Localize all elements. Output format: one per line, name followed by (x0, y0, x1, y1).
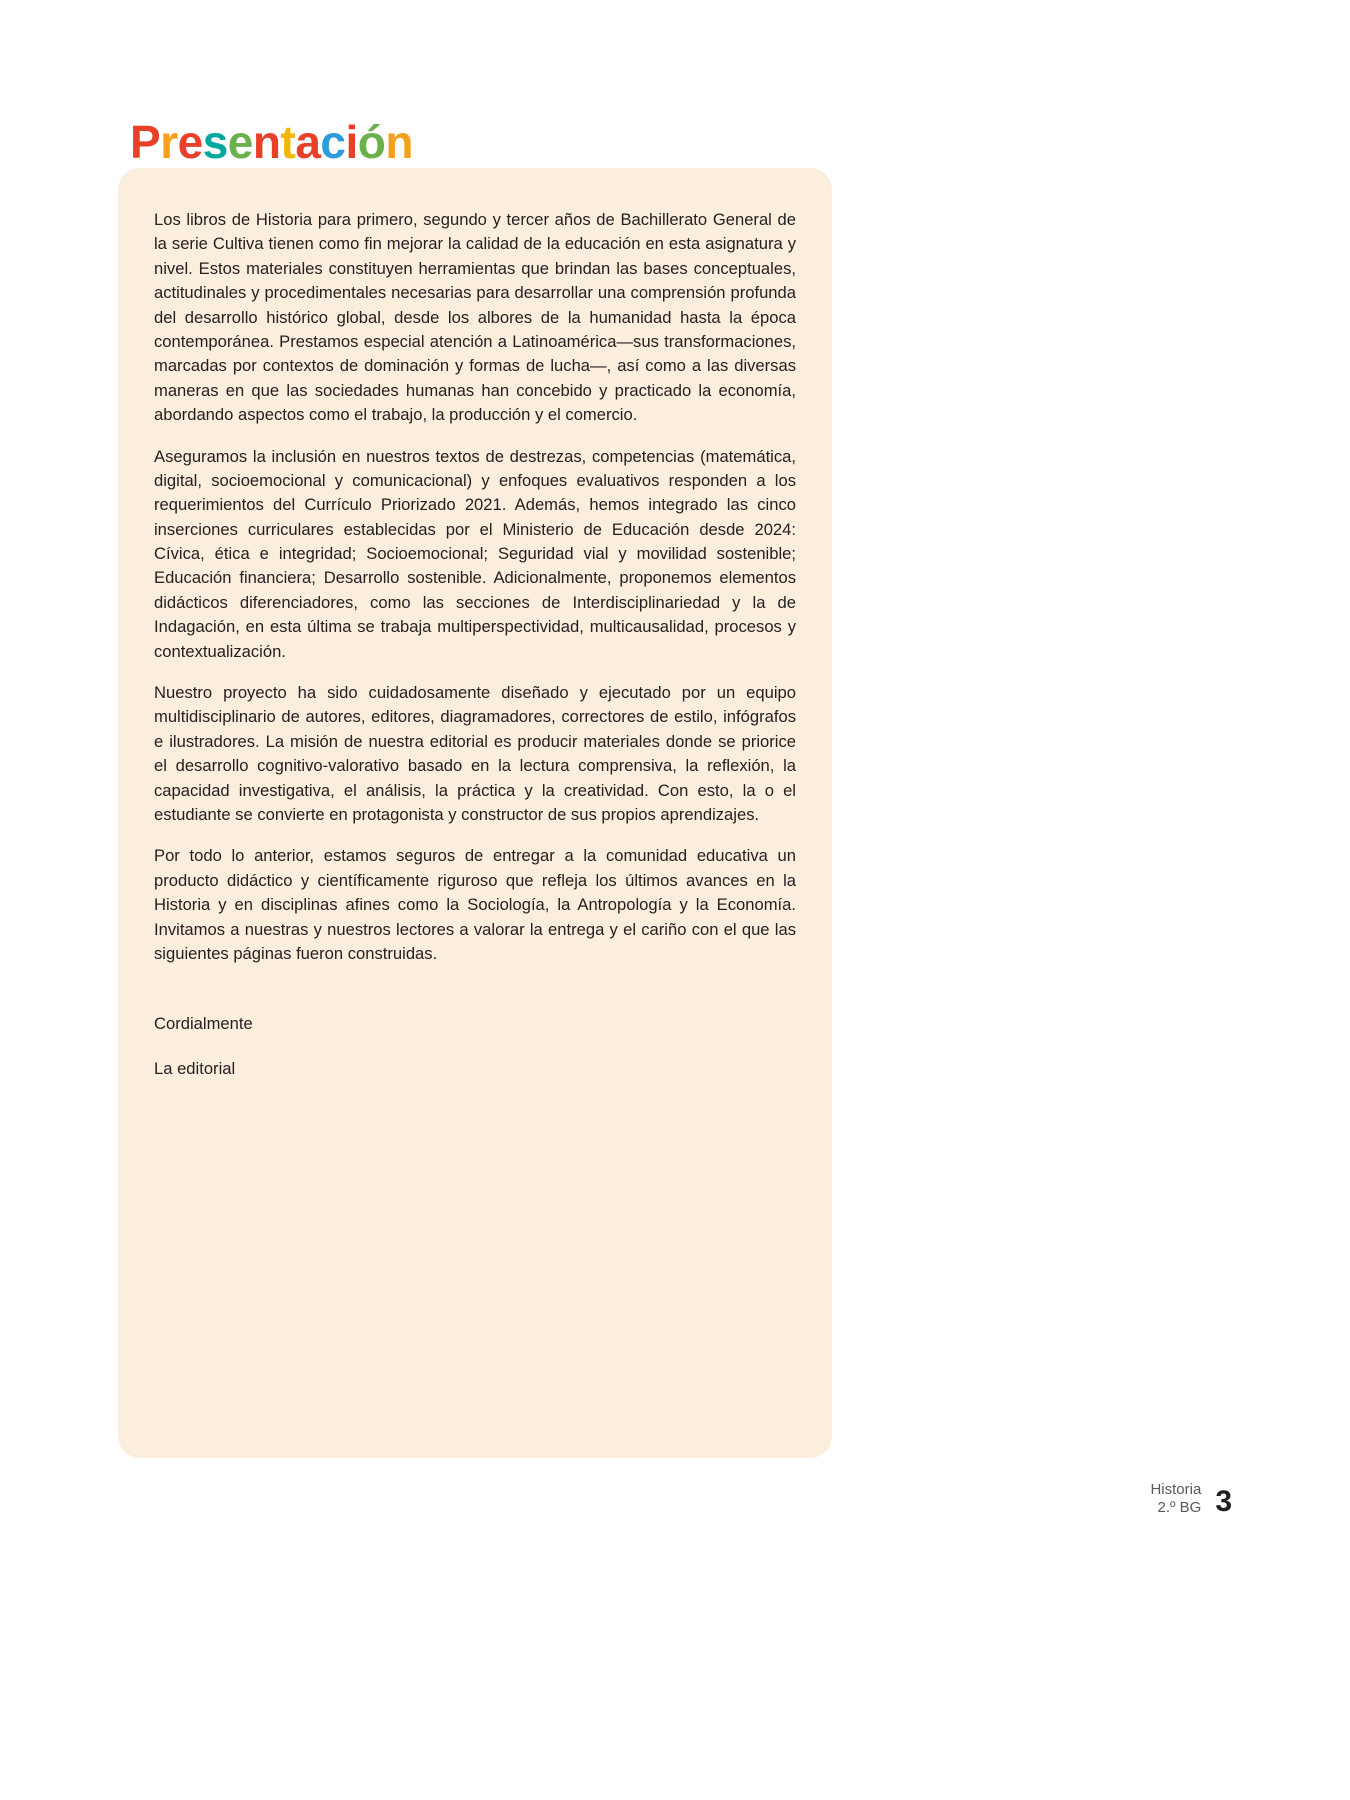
paragraph: Aseguramos la inclusión en nuestros textos de destrezas, competencias (matemática, digital, socioemocional y comunicacional) y enfoques evaluativos responden a los requerimientos del Currículo Priorizado 2021. Además, hemos integrado las cinco inserciones curriculares establecidas por el Ministerio de Educación desde 2024: Cívica, ética e integridad; Socioemocional; Seguridad vial y movilidad sostenible; Educación financiera; Desarrollo sostenible. Adicionalmente, proponemos elementos didácticos diferenciadores, como las secciones de Interdisciplinariedad y la de Indagación, en esta última se trabaja multiperspectividad, multicausalidad, procesos y contextualización. (154, 446, 796, 661)
title-letter-0: P (130, 115, 161, 168)
title-letter-8: c (320, 115, 346, 168)
page-title (130, 115, 413, 168)
title-letter-6: t (280, 115, 296, 168)
title-letter-3: s (202, 115, 228, 168)
footer-book-info (1150, 1481, 1201, 1519)
signoff-signature: La editorial (154, 1058, 236, 1078)
page-number: 3 (1215, 1485, 1232, 1518)
title-letter-1: r (160, 115, 178, 168)
title-letter-9: i (345, 115, 358, 168)
signoff-block (154, 1012, 796, 1081)
paragraph: Por todo lo anterior, estamos seguros de entregar a la comunidad educativa un producto didáctico y científicamente riguroso que refleja los últimos avances en la Historia y en disciplinas afines como la Sociología, la Antropología y la Economía. Invitamos a nuestras y nuestros lectores a valorar la entrega y el cariño con el que las siguientes páginas fueron construidas. (154, 846, 796, 963)
footer-book-title: Historia (1150, 1480, 1202, 1498)
paragraph: Nuestro proyecto ha sido cuidadosamente diseñado y ejecutado por un equipo multidisciplinario de autores, editores, diagramadores, correctores de estilo, infógrafos e ilustradores. La misión de nuestra editorial es producir materiales donde se priorice el desarrollo cognitivo-valorativo basado en la lectura comprensiva, la reflexión, la capacidad investigativa, el análisis, la práctica y la creatividad. Con esto, la o el estudiante se convierte en protagonista y constructor de sus propios aprendizajes. (154, 683, 796, 824)
title-letter-11: n (385, 115, 413, 168)
title-letter-10: ó (357, 115, 386, 168)
footer-book-level: 2.º BG (1157, 1499, 1202, 1517)
title-letter-2: e (177, 115, 203, 168)
title-letter-5: n (252, 115, 281, 168)
title-letter-4: e (227, 115, 253, 168)
paragraph: Los libros de Historia para primero, segundo y tercer años de Bachillerato General de la serie Cultiva tienen como fin mejorar la calidad de la educación en esta asignatura y nivel. Estos materiales constituyen herramientas que brindan las bases conceptuales, actitudinales y procedimentales necesarias para desarrollar una comprensión profunda del desarrollo histórico global, desde los albores de la humanidad hasta la época contemporánea. Prestamos especial atención a Latinoamérica—sus transformaciones, marcadas por contextos de dominación y formas de lucha—, así como a las diversas maneras en que las sociedades humanas han concebido y practicado la economía, abordando aspectos como el trabajo, la producción y el comercio. (154, 210, 796, 425)
body-text (154, 208, 796, 966)
presentation-panel (118, 168, 832, 1458)
signoff-greeting: Cordialmente (154, 1014, 253, 1034)
title-letter-7: a (295, 115, 321, 168)
page-footer (1150, 1481, 1232, 1519)
